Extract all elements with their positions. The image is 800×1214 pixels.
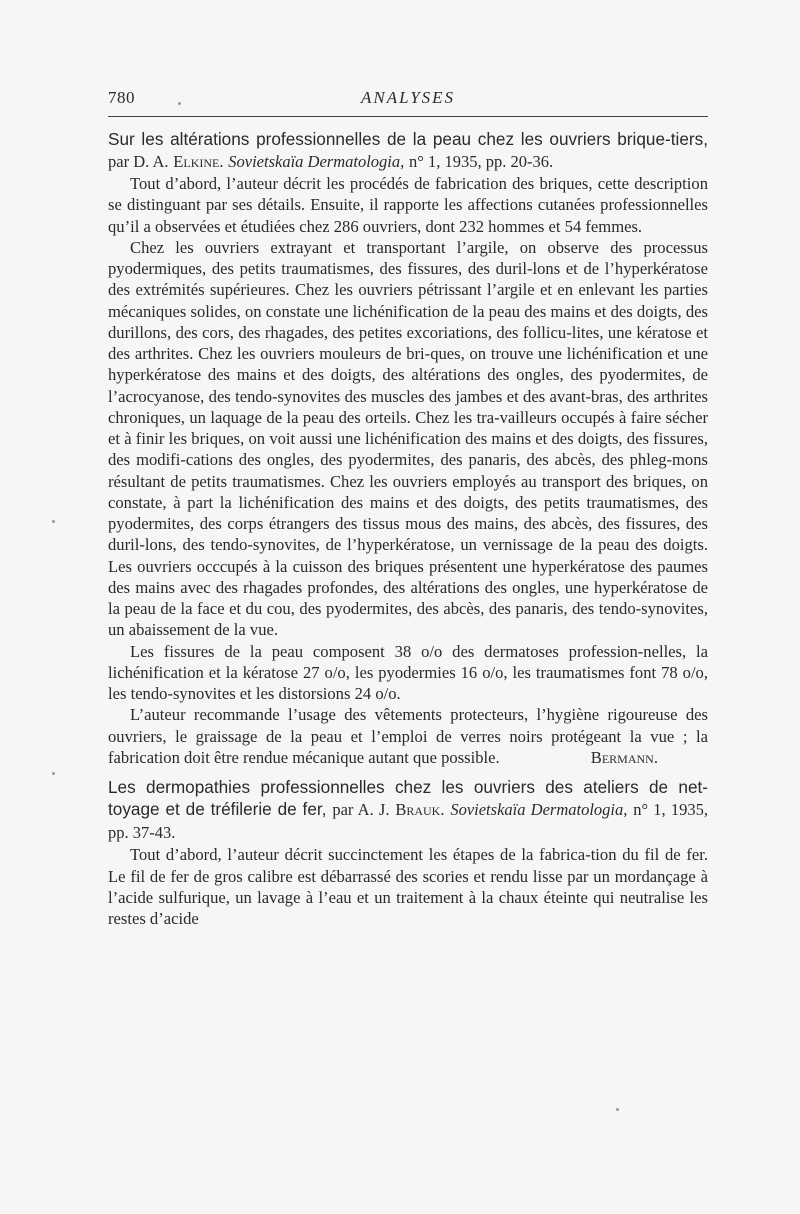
article-2-journal: Sovietskaïa Dermatologia, xyxy=(450,800,628,820)
article-1 xyxy=(108,128,708,768)
paper-speck xyxy=(52,772,55,775)
article-2-citation-prefix: par A. J. xyxy=(332,800,390,820)
article-2-body xyxy=(108,844,708,929)
article-1-paragraph-4: L’auteur recommande l’usage des vêtements protecteurs, l’hygiène rigoureuse des ouvriers, le graissage de la peau et l’emploi de verres noirs protégeant la vue ; la fabrication doit être rendue mécanique autant que possible. xyxy=(108,705,708,767)
article-1-paragraph-3: Les fissures de la peau composent 38 o/o des dermatoses profession-nelles, la lichénification et la kératose 27 o/o, les pyodermies 16 o/o, les traumatismes font 78 o/o, les tendo-synovites et les distorsions 24 o/o. xyxy=(108,641,708,703)
article-1-heading xyxy=(108,128,708,173)
article-1-title: Sur les altérations professionnelles de la peau chez les ouvriers brique-tiers, xyxy=(108,129,708,149)
page-number: 780 xyxy=(108,88,135,107)
page-content xyxy=(108,128,708,929)
running-head: ANALYSES xyxy=(360,88,456,107)
article-1-paragraph-1: Tout d’abord, l’auteur décrit les procédés de fabrication des briques, cette description se distinguant par ses détails. Ensuite, il rapporte les affections cutanées professionnelles qu’il a observées et étudiées chez 286 ouvriers, dont 232 hommes et 54 femmes. xyxy=(108,174,708,236)
paper-speck xyxy=(616,1108,619,1111)
article-1-body xyxy=(108,173,708,768)
article-2 xyxy=(108,776,708,929)
article-1-signature: Bermann. xyxy=(590,748,658,767)
article-1-journal: Sovietskaïa Dermatologia, xyxy=(228,152,405,171)
page-header xyxy=(108,88,708,112)
article-1-citation-suffix: n° 1, 1935, pp. 20-36. xyxy=(409,152,554,171)
article-2-heading xyxy=(108,776,708,844)
article-1-citation-prefix: par D. A. xyxy=(108,152,169,171)
article-1-author: Elkine. xyxy=(173,152,224,171)
paper-speck xyxy=(52,520,55,523)
article-2-author: Brauk. xyxy=(395,800,445,820)
article-2-title: Les dermopathies professionnelles chez les ouvriers des ateliers de net-toyage et de tréfilerie de fer, xyxy=(108,777,708,820)
article-2-paragraph-1: Tout d’abord, l’auteur décrit succinctement les étapes de la fabrica-tion du fil de fer. Le fil de fer de gros calibre est débarrassé des scories et rendu lisse par un mordançage à l’acide sulfurique, un lavage à l’eau et un traitement à la chaux éteinte qui neutralise les restes d’acide xyxy=(108,845,708,928)
article-1-paragraph-2: Chez les ouvriers extrayant et transportant l’argile, on observe des processus pyodermiques, des petits traumatismes, des fissures, des duril-lons et de l’hyperkératose des extrémités supérieures. Chez les ouvriers pétrissant l’argile et en enlevant les parties mécaniques solides, on constate une lichénification de la peau des mains et des doigts, des durillons, des cors, des rhagades, des petites excoriations, des follicu-lites, une kératose et des arthrites. Chez les ouvriers mouleurs de bri-ques, on trouve une lichénification et une hyperkératose des mains et des doigts, des altérations des ongles, des pyodermites, de l’acrocyanose, des tendo-synovites des muscles des jambes et des avant-bras, des arthrites chroniques, un laquage de la peau des orteils. Chez les tra-vailleurs occupés à faire sécher et à finir les briques, on voit aussi une lichénification des mains et des doigts, des fissures, des modifi-cations des ongles, des pyodermites, des panaris, des abcès, des phleg-mons résultant de petits traumatismes. Chez les ouvriers employés au transport des briques, on constate, à part la lichénification des mains et des doigts, des petits traumatismes, des pyodermites, des corps étrangers des tissus mous des mains, des abcès, des fissures, des duril-lons, des tendo-synovites, de l’hyperkératose, un vernissage de la peau des doigts. Les ouvriers occcupés à la cuisson des briques présentent une hyperkératose des paumes des mains avec des rhagades profondes, des altérations des ongles, une hyperkératose de la peau de la face et du cou, des pyodermites, des abcès, des panaris, des tendo-synovites, un abaissement de la vue. xyxy=(108,237,708,640)
header-rule xyxy=(108,116,708,117)
article-2-citation-suffix: n° 1, 1935, pp. 37-43. xyxy=(108,800,709,843)
paper-speck xyxy=(178,102,181,105)
